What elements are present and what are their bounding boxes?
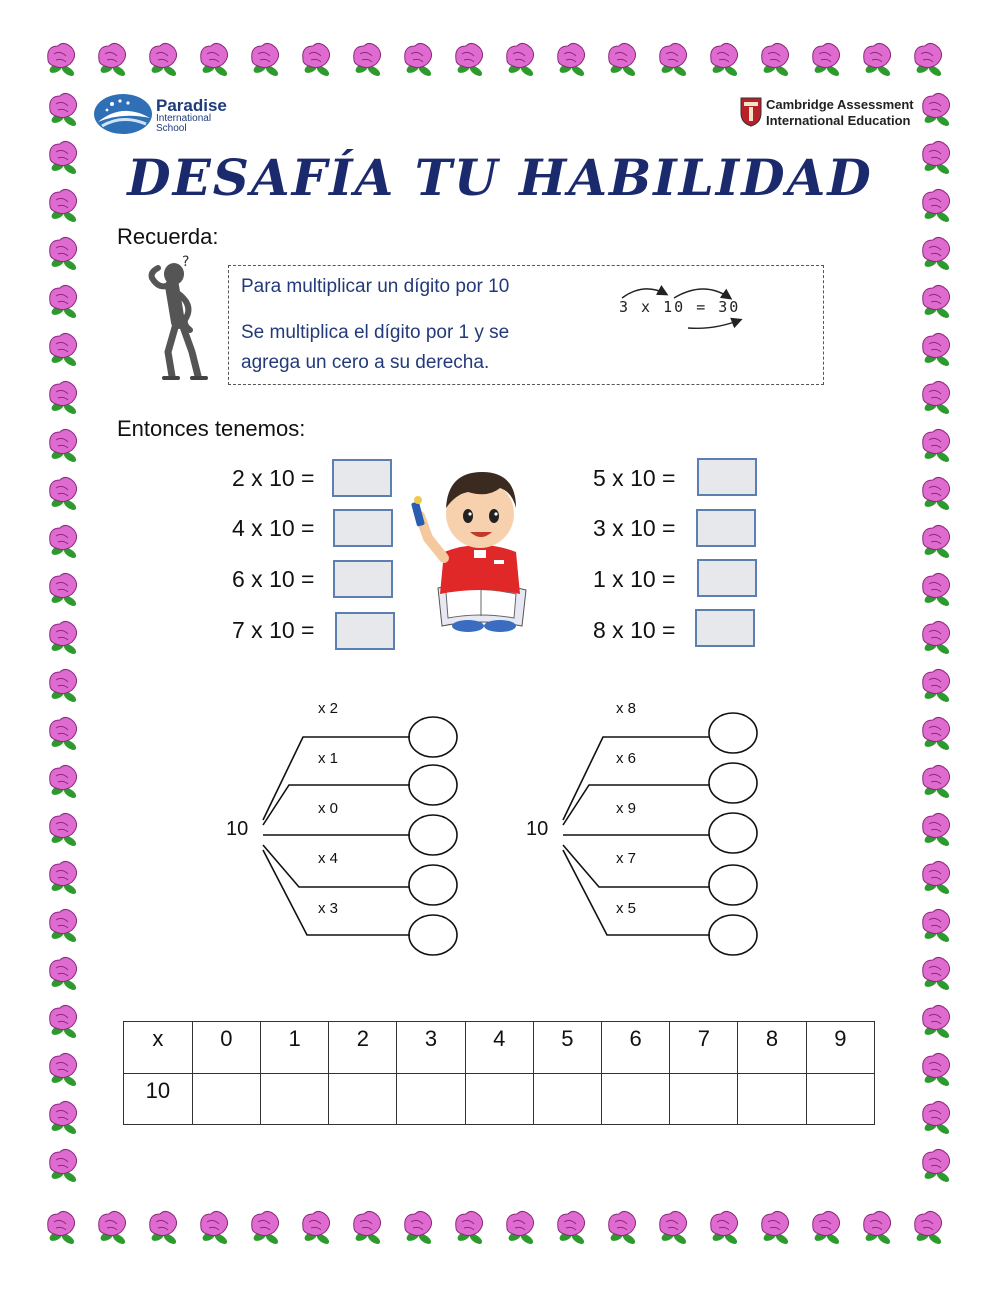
flower-icon [923, 669, 951, 703]
table-answer-cell[interactable] [261, 1073, 329, 1125]
flower-icon [915, 43, 943, 77]
flower-icon [923, 813, 951, 847]
equation-right-1: 5 x 10 = [593, 465, 676, 491]
flower-icon [923, 429, 951, 463]
flower-icon [50, 333, 78, 367]
flower-icon [456, 1211, 484, 1245]
answer-box-1x10[interactable] [697, 559, 757, 597]
flower-icon [354, 43, 382, 77]
tree-right-root: 10 [526, 818, 549, 840]
table-answer-cell[interactable] [465, 1073, 533, 1125]
remember-line2: Se multiplica el dígito por 1 y se [241, 322, 510, 343]
flower-icon [923, 717, 951, 751]
flower-icon [762, 1211, 790, 1245]
flower-icon [923, 909, 951, 943]
example-arrows-icon [614, 278, 744, 338]
answer-box-5x10[interactable] [697, 458, 757, 496]
flower-icon [923, 621, 951, 655]
answer-circle-right-1[interactable] [709, 713, 757, 753]
flower-icon [252, 43, 280, 77]
boy-reading-illustration [408, 458, 553, 638]
equation-left-1: 2 x 10 = [232, 465, 315, 491]
flower-icon [923, 765, 951, 799]
flower-icon [923, 477, 951, 511]
answer-circle-left-2[interactable] [409, 765, 457, 805]
equation-left-4: 7 x 10 = [232, 617, 315, 643]
equation-right-3: 1 x 10 = [593, 566, 676, 592]
table-answer-cell[interactable] [533, 1073, 601, 1125]
table-header-cell: 9 [806, 1022, 874, 1074]
flower-icon [923, 237, 951, 271]
flower-icon [923, 381, 951, 415]
flower-icon [923, 861, 951, 895]
equation-left-2: 4 x 10 = [232, 515, 315, 541]
table-answer-cell[interactable] [738, 1073, 806, 1125]
flower-icon [303, 43, 331, 77]
answer-circle-right-4[interactable] [709, 865, 757, 905]
flower-icon [923, 93, 951, 127]
table-answer-row [124, 1073, 875, 1125]
remember-line3: agrega un cero a su derecha. [241, 352, 490, 373]
answer-circle-right-5[interactable] [709, 915, 757, 955]
flower-icon [99, 1211, 127, 1245]
remember-line1: Para multiplicar un dígito por 10 [241, 276, 510, 297]
cambridge-logo [740, 95, 914, 135]
table-header-row [124, 1022, 875, 1074]
answer-circle-left-1[interactable] [409, 717, 457, 757]
flower-icon [864, 43, 892, 77]
flower-icon [50, 237, 78, 271]
answer-circle-right-3[interactable] [709, 813, 757, 853]
multiplication-tree-left [215, 695, 475, 965]
flower-icon [609, 1211, 637, 1245]
flower-icon [50, 1005, 78, 1039]
flower-icon [50, 189, 78, 223]
cambridge-shield-icon [740, 97, 762, 127]
flower-icon [558, 1211, 586, 1245]
flower-icon [50, 765, 78, 799]
flower-icon [99, 43, 127, 77]
flower-icon [711, 1211, 739, 1245]
table-header-cell: 0 [192, 1022, 260, 1074]
tree-right-branch-4: x 7 [616, 850, 637, 867]
flower-icon [923, 957, 951, 991]
flower-icon [923, 189, 951, 223]
flower-icon [50, 429, 78, 463]
example-equation: 3 x 10 = 30 [619, 298, 741, 316]
flower-icon [50, 669, 78, 703]
flower-icon [50, 909, 78, 943]
flower-icon [923, 333, 951, 367]
table-header-cell: 2 [329, 1022, 397, 1074]
table-answer-cell[interactable] [806, 1073, 874, 1125]
school-emblem-icon [92, 92, 154, 136]
paradise-school-logo [92, 92, 262, 138]
flower-icon [923, 1053, 951, 1087]
tree-left-branch-1: x 2 [318, 700, 339, 717]
school-sub-line2: School [156, 123, 187, 134]
table-header-cell: 5 [533, 1022, 601, 1074]
flower-icon [405, 1211, 433, 1245]
flower-icon [923, 141, 951, 175]
equation-right-4: 8 x 10 = [593, 617, 676, 643]
flower-icon [252, 1211, 280, 1245]
tree-right-branch-3: x 9 [616, 800, 637, 817]
tree-left-branch-4: x 4 [318, 850, 339, 867]
answer-circle-left-3[interactable] [409, 815, 457, 855]
flower-icon [50, 861, 78, 895]
flower-icon [711, 43, 739, 77]
flower-icon [609, 43, 637, 77]
flower-icon [150, 43, 178, 77]
tree-left-branch-2: x 1 [318, 750, 339, 767]
cambridge-line1: Cambridge Assessment [766, 97, 914, 112]
school-name: Paradise [156, 96, 227, 115]
answer-box-6x10[interactable] [333, 560, 393, 598]
flower-icon [813, 1211, 841, 1245]
flower-icon [50, 957, 78, 991]
flower-icon [923, 1005, 951, 1039]
flower-icon [48, 1211, 76, 1245]
table-header-cell: 7 [670, 1022, 738, 1074]
flower-icon [201, 43, 229, 77]
svg-text:?: ? [182, 254, 190, 270]
table-header-cell: 4 [465, 1022, 533, 1074]
flower-icon [354, 1211, 382, 1245]
page-title: DESAFÍA TU HABILIDAD [127, 148, 873, 207]
table-answer-cell[interactable] [192, 1073, 260, 1125]
flower-icon [813, 43, 841, 77]
multiplication-table [123, 1021, 875, 1125]
flower-icon [923, 1101, 951, 1135]
cambridge-line2: International Education [766, 113, 911, 128]
flower-icon [50, 141, 78, 175]
flower-icon [660, 1211, 688, 1245]
flower-icon [303, 1211, 331, 1245]
flower-icon [660, 43, 688, 77]
flower-icon [50, 381, 78, 415]
school-sub-line1: International [156, 113, 212, 124]
flower-icon [923, 525, 951, 559]
flower-icon [507, 43, 535, 77]
answer-circle-left-4[interactable] [409, 865, 457, 905]
flower-icon [50, 477, 78, 511]
answer-box-2x10[interactable] [332, 459, 392, 497]
tree-left-branch-5: x 3 [318, 900, 339, 917]
flower-icon [50, 285, 78, 319]
flower-icon [50, 717, 78, 751]
flower-icon [923, 573, 951, 607]
flower-icon [923, 1149, 951, 1183]
table-answer-cell[interactable] [670, 1073, 738, 1125]
table-row-label: 10 [124, 1073, 193, 1125]
flower-icon [50, 525, 78, 559]
flower-icon [762, 43, 790, 77]
flower-icon [864, 1211, 892, 1245]
flower-icon [558, 43, 586, 77]
equation-right-2: 3 x 10 = [593, 515, 676, 541]
thinking-figure-icon [138, 252, 218, 387]
table-header-cell: 6 [602, 1022, 670, 1074]
flower-icon [201, 1211, 229, 1245]
flower-icon [50, 1053, 78, 1087]
flower-icon [50, 573, 78, 607]
flower-icon [50, 1149, 78, 1183]
answer-circle-left-5[interactable] [409, 915, 457, 955]
table-header-cell: 1 [261, 1022, 329, 1074]
tree-left-branch-3: x 0 [318, 800, 339, 817]
equation-left-3: 6 x 10 = [232, 566, 315, 592]
remember-box [228, 265, 824, 385]
answer-box-4x10[interactable] [333, 509, 393, 547]
tree-right-branch-5: x 5 [616, 900, 637, 917]
table-header-cell: 3 [397, 1022, 465, 1074]
tree-right-branch-1: x 8 [616, 700, 637, 717]
recuerda-label: Recuerda: [117, 224, 219, 249]
answer-circle-right-2[interactable] [709, 763, 757, 803]
flower-icon [50, 93, 78, 127]
table-answer-cell[interactable] [329, 1073, 397, 1125]
flower-icon [405, 43, 433, 77]
table-answer-cell[interactable] [602, 1073, 670, 1125]
table-answer-cell[interactable] [397, 1073, 465, 1125]
flower-icon [48, 43, 76, 77]
entonces-label: Entonces tenemos: [117, 416, 306, 441]
flower-icon [923, 285, 951, 319]
flower-icon [50, 1101, 78, 1135]
table-header-cell: 8 [738, 1022, 806, 1074]
school-sub [156, 114, 211, 134]
flower-icon [507, 1211, 535, 1245]
flower-icon [50, 813, 78, 847]
table-header-cell: x [124, 1022, 193, 1074]
flower-icon [150, 1211, 178, 1245]
flower-icon [456, 43, 484, 77]
answer-box-7x10[interactable] [335, 612, 395, 650]
tree-right-branch-2: x 6 [616, 750, 637, 767]
multiplication-tree-right [515, 695, 775, 965]
answer-box-3x10[interactable] [696, 509, 756, 547]
answer-box-8x10[interactable] [695, 609, 755, 647]
flower-icon [915, 1211, 943, 1245]
flower-icon [50, 621, 78, 655]
tree-left-root: 10 [226, 818, 249, 840]
